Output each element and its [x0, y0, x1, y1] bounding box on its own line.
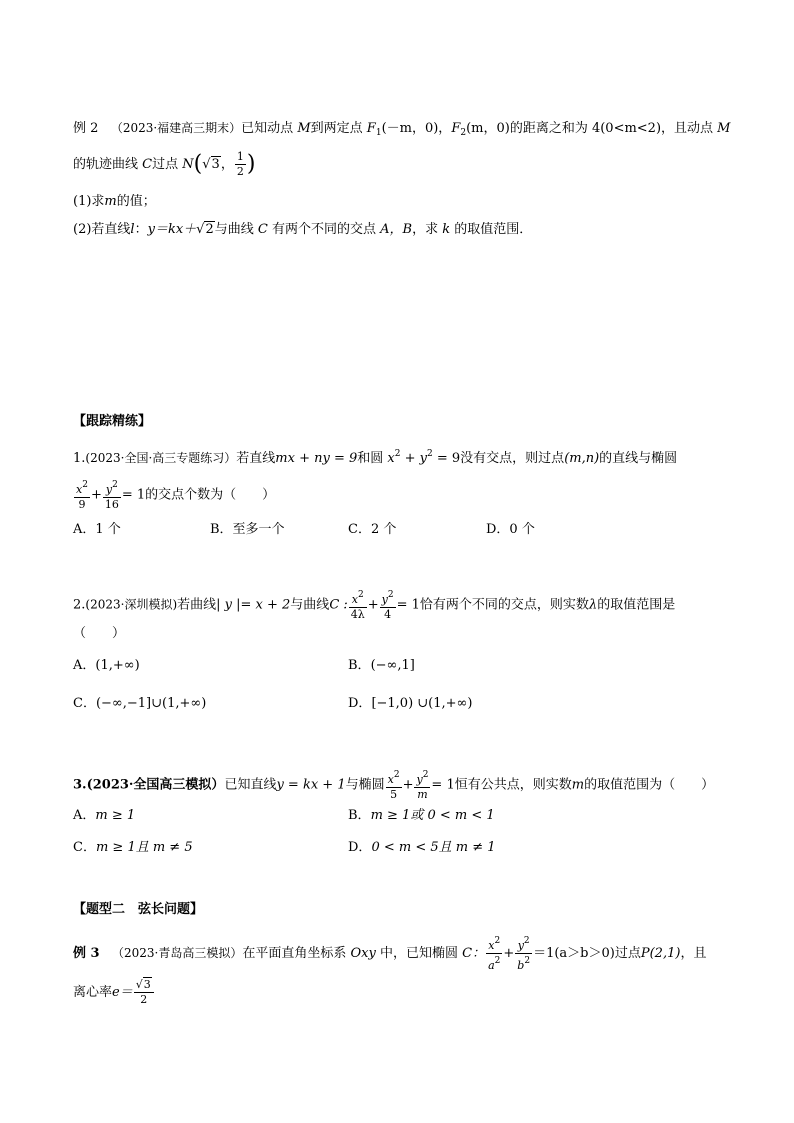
var-e: e＝ — [112, 985, 133, 1000]
equation-rest: = 1 — [431, 777, 455, 793]
var-x: x — [387, 773, 394, 786]
exponent: 2 — [523, 936, 530, 946]
text: 过点 — [152, 157, 179, 172]
option-b[interactable] — [348, 806, 495, 826]
denominator: m — [417, 788, 428, 801]
subscript: 1 — [375, 128, 382, 138]
text: 的取值范围是 — [597, 597, 676, 613]
option-letter: B． — [348, 658, 371, 673]
option-value: m ≥ 1且 m ≠ 5 — [95, 840, 193, 855]
text: 的直线与椭圆 — [599, 451, 678, 466]
var-k: k — [442, 222, 451, 237]
equation: mx + ny = 9 — [275, 451, 358, 466]
var-b: b — [517, 959, 525, 972]
var-x: x — [76, 483, 83, 496]
equation: y = kx + 1 — [276, 777, 346, 793]
var-a: a — [488, 959, 495, 972]
denominator: 2 — [236, 165, 244, 178]
option-a[interactable] — [73, 656, 140, 676]
denominator: 5 — [390, 788, 398, 801]
text: 已知直线 — [224, 777, 277, 793]
option-letter: B． — [348, 808, 371, 823]
fraction — [134, 978, 154, 1007]
problem-number: 3.(2023·全国高三模拟） — [73, 777, 225, 793]
option-letter: D． — [348, 696, 372, 711]
text: 若曲线 — [177, 597, 217, 613]
text: 没有交点，则过点 — [460, 451, 565, 466]
numerator — [386, 768, 402, 788]
text: 到两定点 — [310, 121, 363, 136]
option-value: (1,+∞) — [95, 658, 140, 673]
var-y: y — [517, 939, 524, 952]
example3-line1: 例 3 （2023·青岛高三模拟）在平面直角坐标系 Oxy 中，已知椭圆 C： $\frac{x^2}{a^2}$ + $\frac{y^2}{b^2}$ ＝1(a＞b＞0)过点P(2,1)，且 — [73, 936, 707, 972]
var-F1: F — [366, 121, 376, 136]
fraction — [349, 588, 367, 622]
text: ，且 — [680, 946, 707, 961]
option-a[interactable] — [73, 806, 135, 826]
text: 有两个不同的交点 — [272, 222, 377, 237]
var-lambda: λ — [588, 597, 598, 613]
fraction — [103, 478, 121, 512]
denominator: 4λ — [350, 608, 365, 621]
radicand: 3 — [211, 157, 220, 172]
radicand: 3 — [143, 978, 151, 991]
text: 已知动点 — [241, 121, 294, 136]
exponent: 2 — [394, 449, 401, 459]
denominator: 4 — [384, 608, 392, 621]
exponent: 2 — [422, 770, 429, 780]
numerator: 1 — [236, 150, 244, 163]
paren-open: ( — [193, 151, 203, 177]
fraction — [486, 934, 502, 973]
problem-number: 2. — [73, 597, 86, 613]
option-letter: C． — [73, 840, 96, 855]
source-tag: (2023·深圳模拟) — [85, 597, 178, 612]
text: (1)求 — [73, 194, 105, 209]
text: 离心率 — [73, 985, 113, 1000]
option-letter: A． — [73, 658, 96, 673]
var-m: m — [571, 777, 585, 793]
sqrt: √3 — [202, 157, 220, 172]
point: (m,n) — [564, 451, 600, 466]
example-label: 例 3 — [73, 946, 100, 961]
text: 的交点个数为（ ） — [145, 487, 276, 503]
example2-line1 — [73, 118, 730, 143]
exponent: 2 — [427, 449, 433, 459]
paren-close: ) — [246, 151, 256, 177]
option-value: (−∞,−1]∪(1,+∞) — [95, 696, 207, 711]
text: 与椭圆 — [345, 777, 385, 793]
text: 与曲线 — [290, 597, 330, 613]
option-letter: D． — [348, 840, 372, 855]
exponent: 2 — [112, 480, 118, 490]
example2-q2 — [73, 220, 532, 240]
radicand: 2 — [205, 222, 214, 237]
var-N: N — [182, 157, 194, 172]
var-C: C — [257, 222, 268, 237]
text: 中，已知椭圆 — [379, 946, 458, 961]
source-tag: （2023·福建高三期末） — [110, 121, 242, 135]
fraction — [414, 768, 430, 802]
equation: | y |= x + 2 — [216, 597, 291, 613]
denominator — [515, 954, 532, 973]
text: 恰有两个不同的交点，则实数 — [419, 597, 589, 613]
var-Oxy: Oxy — [350, 946, 376, 961]
var-M: M — [717, 121, 731, 136]
text: 和圆 — [357, 451, 384, 466]
example2-line2: 的轨迹曲线 C过点 N(√3， $\frac{1}{2}$ ) — [73, 150, 256, 178]
problem2-line1: 2.(2023·深圳模拟)若曲线| y |= x + 2与曲线C : $\frac{x^2}{4\lambda}$ + $\frac{y^2}{4}$ = 1恰有两个不同的交点，则实数λ的取值范围是 — [73, 590, 676, 621]
var-C: C： — [462, 946, 486, 961]
option-letter: C． — [73, 696, 96, 711]
numerator — [349, 588, 367, 608]
example2-q1 — [73, 192, 156, 212]
option-value: (−∞,1] — [370, 658, 415, 673]
text: 恒有公共点，则实数 — [454, 777, 572, 793]
problem1-line1 — [73, 444, 677, 469]
numerator — [103, 478, 121, 498]
denominator: 2 — [140, 993, 148, 1006]
equation: y＝kx＋ — [147, 222, 197, 237]
text: 若直线 — [236, 451, 276, 466]
text: (2)若直线 — [73, 222, 131, 237]
var-F2: F — [451, 121, 461, 136]
text: 的距离之和为 4(0<m<2)，且动点 — [509, 121, 714, 136]
fraction — [235, 150, 246, 179]
option-value: [−1,0) ∪(1,+∞) — [371, 696, 473, 711]
fraction — [515, 934, 532, 973]
var-C: C — [142, 157, 153, 172]
text: 在平面直角坐标系 — [242, 946, 347, 961]
option-a[interactable]: A．1 个 — [73, 522, 121, 537]
sqrt: √3 — [135, 978, 151, 991]
coords: (－m，0)， — [381, 121, 452, 136]
option-value: m ≥ 1 — [95, 808, 136, 823]
fraction — [386, 768, 402, 802]
option-d[interactable]: D．0 个 — [486, 522, 535, 537]
exponent: 2 — [494, 936, 501, 946]
var-AB: A，B — [380, 222, 413, 237]
equation-rest: = 1 — [396, 597, 420, 613]
exponent: 2 — [82, 480, 88, 490]
problem1-line2: $\frac{x^2}{9}$ + $\frac{y^2}{16}$ = 1的交点个数为（ ） — [76, 480, 276, 511]
exponent: 2 — [387, 590, 394, 600]
var-y: y — [416, 773, 423, 786]
var-l: l — [130, 222, 135, 237]
option-letter: A． — [73, 808, 96, 823]
denominator: 9 — [78, 498, 86, 511]
example-label: 例 2 — [73, 121, 99, 136]
var-x: x — [387, 451, 395, 466]
option-c[interactable] — [73, 838, 193, 858]
fraction — [380, 588, 396, 622]
example3-line2 — [73, 978, 155, 1007]
option-b[interactable]: B．至多一个 — [210, 522, 285, 537]
exponent: 2 — [358, 590, 364, 600]
option-value: m ≥ 1或 0 < m < 1 — [370, 808, 495, 823]
option-d[interactable] — [348, 838, 496, 858]
equation-rest: ＝1(a＞b＞0) — [533, 946, 615, 961]
text: 的轨迹曲线 — [73, 157, 139, 172]
numerator — [414, 768, 430, 788]
coords: (m，0) — [466, 121, 510, 136]
numerator — [380, 588, 396, 608]
text: 的取值范围为（ ） — [584, 777, 715, 793]
point-P: P(2,1) — [640, 946, 681, 961]
numerator — [134, 978, 154, 993]
var-C: C : — [329, 597, 348, 613]
subscript: 2 — [460, 128, 467, 138]
option-d[interactable] — [348, 694, 472, 714]
exponent: 2 — [524, 956, 531, 966]
var-m: m — [104, 194, 117, 209]
var-y: y — [381, 593, 388, 606]
var-M: M — [297, 121, 311, 136]
text: ，求 — [412, 222, 439, 237]
option-c[interactable]: C．2 个 — [348, 522, 397, 537]
exponent: 2 — [494, 956, 501, 966]
denominator: 16 — [104, 498, 119, 511]
var-y: + y — [400, 451, 427, 466]
option-c[interactable] — [73, 694, 206, 714]
denominator — [486, 954, 502, 973]
text: 的取值范围． — [454, 222, 533, 237]
var-y: y — [105, 483, 113, 496]
section-heading-practice: 【跟踪精练】 — [73, 414, 152, 429]
var-x: x — [351, 593, 359, 606]
problem-number: 1. — [73, 451, 86, 466]
var-x: x — [488, 939, 495, 952]
equation-rest: = 9 — [432, 451, 461, 466]
numerator — [515, 934, 532, 954]
problem3-line1: 3.(2023·全国高三模拟）已知直线y = kx + 1与椭圆 $\frac{x^2}{5}$ + $\frac{y^2}{m}$ = 1恒有公共点，则实数m的取值范围为（ ） — [73, 770, 715, 801]
equation-rest: = 1 — [121, 487, 146, 503]
fraction — [74, 478, 90, 512]
numerator — [486, 934, 502, 954]
option-value: 0 < m < 5且 m ≠ 1 — [371, 840, 496, 855]
exponent: 2 — [393, 770, 400, 780]
numerator — [74, 478, 90, 498]
text: 过点 — [614, 946, 641, 961]
text: ： — [134, 222, 148, 237]
section-heading-type2: 【题型二 弦长问题】 — [73, 902, 204, 917]
option-b[interactable] — [348, 656, 415, 676]
source-tag: (2023·全国·高三专题练习） — [85, 451, 237, 465]
source-tag: （2023·青岛高三模拟） — [111, 946, 243, 960]
problem2-paren: （ ） — [73, 626, 126, 641]
text: 与曲线 — [214, 222, 254, 237]
text: 的值； — [116, 194, 156, 209]
sqrt: √2 — [196, 222, 214, 237]
